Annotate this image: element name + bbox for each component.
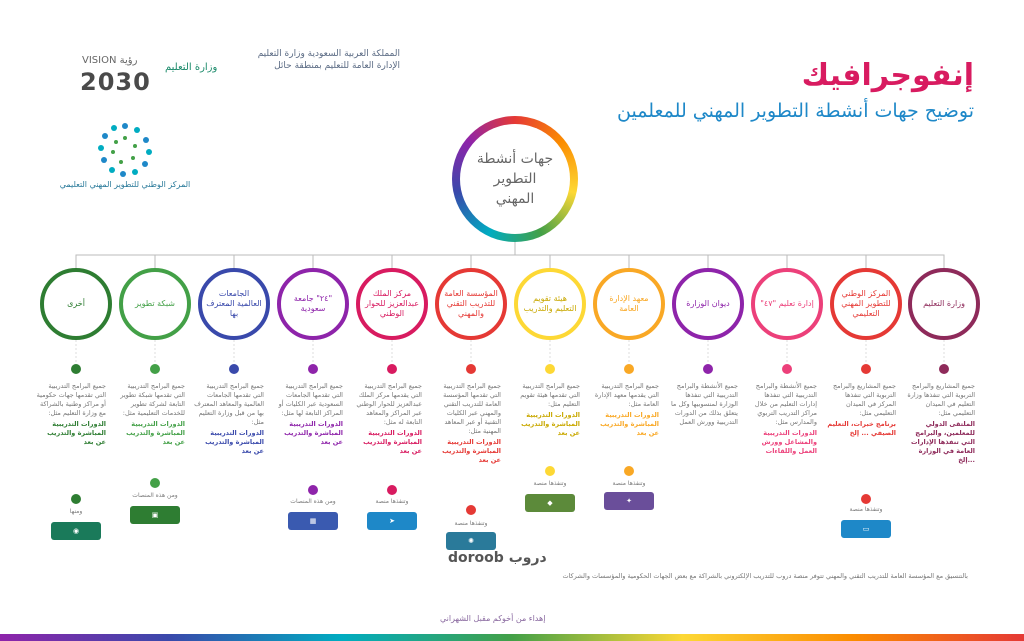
platform-logo-icon: ▣ [130, 506, 180, 524]
node-dot [387, 364, 397, 374]
node-label: أخرى [67, 299, 85, 308]
footer-gradient-bar [0, 634, 1024, 641]
platform-dot [150, 478, 160, 488]
platform-logo-icon: ▦ [288, 512, 338, 530]
node-description: جميع البرامج التدريبية التي تقدمها هيئة تقويم التعليم مثل: الدورات التدريبية المباشرة والتدريب عن بعد [520, 382, 580, 437]
hub-circle [452, 116, 578, 242]
platform-logo-icon: ✦ [604, 492, 654, 510]
node-label: المركز الوطني للتطوير المهني التعليمي [841, 289, 891, 318]
platform-label: ومنها [69, 508, 83, 515]
platform-dot [466, 505, 476, 515]
node-other [40, 268, 112, 340]
doroob-logo: doroob دروب [448, 550, 547, 566]
node-etec [514, 268, 586, 340]
node-tatweer [119, 268, 191, 340]
platform-label: وتنفذها منصة [533, 480, 567, 487]
hub-label: جهات أنشطة التطوير المهني [476, 151, 554, 207]
node-label: "٢٤" جامعة سعودية [293, 294, 333, 313]
ministry-logo-label: وزارة التعليم [165, 62, 218, 73]
node-label: المؤسسة العامة للتدريب التقني والمهني [444, 289, 498, 318]
node-ncpd [830, 268, 902, 340]
node-dot [939, 364, 949, 374]
platform-dot [624, 466, 634, 476]
gov-header-text: المملكة العربية السعودية وزارة التعليم الإدارة العامة للتعليم بمنطقة حائل [257, 49, 400, 71]
page-subtitle: توضيح جهات أنشطة التطوير المهني للمعلمين [617, 100, 974, 122]
node-saudi-unis [277, 268, 349, 340]
dedication-text: إهداء من أخوكم مقبل الشهراني [440, 614, 546, 623]
ncpd-label: المركز الوطني للتطوير المهني التعليمي [59, 180, 191, 189]
node-ministry-office [672, 268, 744, 340]
vision-label: VISION رؤية [82, 55, 138, 66]
node-ipa [593, 268, 665, 340]
platform-logo-icon: ✺ [446, 532, 496, 550]
node-dot [150, 364, 160, 374]
platform-label: وتنفذها منصة [612, 480, 646, 487]
node-description: جميع البرامج التدريبية التي تقدمها المؤسسة العامة للتدريب التقني والمهني عبر الكليات التقنية أو عبر المعاهد المهنية مثل: الدورات التدريبية المباشرة والتدريب عن بعد [442, 382, 501, 464]
platform-dot [71, 494, 81, 504]
node-label: هيئة تقويم التعليم والتدريب [523, 294, 577, 313]
node-label: ديوان الوزارة [686, 299, 730, 308]
platform-logo-icon: ▭ [841, 520, 891, 538]
node-dot [624, 364, 634, 374]
node-dot [229, 364, 239, 374]
node-edu-admin [751, 268, 823, 340]
platform-logo-icon: ➤ [367, 512, 417, 530]
platform-label: وتنفذها منصة [454, 520, 488, 527]
node-description: جميع البرامج التدريبية التي تقدمها جهات حكومية أو مراكز وطنية بالشراكة مع وزارة التعليم مثل: الدورات التدريبية المباشرة والتدريب عن بعد [36, 382, 106, 446]
node-description: جميع الأنشطة والبرامج التدريبية التي تنفذها إدارات التعليم من خلال مراكز التدريب التربوي والمدارس مثل: الدورات التدريبية والمشاغل وورش العمل واللقاءات [754, 382, 817, 455]
platform-dot [308, 485, 318, 495]
node-description: جميع المشاريع والبرامج التربوية التي تنفذها وزارة التعليم في الميدان التعليمي مثل: الملتقى الدولي للمعلمين، والبرامج التي تنفذها الإدارات العامة في الوزارة ...إلخ [907, 382, 975, 464]
platform-label: وتنفذها منصة [375, 498, 409, 505]
doroob-description: بالتنسيق مع المؤسسة العامة للتدريب التقني والمهني تتوفر منصة دروب للتدريب الإلكتروني بالشراكة مع بعض الجهات الحكومية والمؤسسات والشركات [562, 572, 968, 580]
node-label: شبكة تطوير [135, 299, 175, 308]
node-label: مركز الملك عبدالعزيز للحوار الوطني [365, 289, 419, 318]
node-global-unis [198, 268, 270, 340]
node-label: وزارة التعليم [923, 299, 965, 308]
ncpd-logo-icon [95, 120, 155, 180]
node-dot [545, 364, 555, 374]
node-description: جميع البرامج التدريبية التي تقدمها الجامعات السعودية عبر الكليات أو المراكز التابعة لها مثل: الدورات التدريبية المباشرة والتدريب عن بعد [278, 382, 343, 446]
platform-label: ومن هذه المنصات [290, 498, 336, 505]
node-dot [308, 364, 318, 374]
node-label: معهد الإدارة العامة [609, 294, 649, 313]
node-description: جميع الأنشطة والبرامج التدريبية التي تنفذها الوزارة لمنسوبيها وكل ما يتعلق بذلك من الدورات التدريبية وورش العمل [670, 382, 738, 426]
node-description: جميع البرامج التدريبية التي تقدمها شبكة تطوير التابعة لشركة تطوير للخدمات التعليمية مثل: الدورات التدريبية المباشرة والتدريب عن بعد [120, 382, 185, 446]
node-ministry [908, 268, 980, 340]
node-description: جميع المشاريع والبرامج التربوية التي تنفذها المركز في الميدان التعليمي مثل: برنامج خبرات، التعليم الصيفي ... إلخ [827, 382, 896, 437]
page-title: إنفوجرافيك [801, 58, 974, 93]
node-description: جميع البرامج التدريبية التي تقدمها الجامعات العالمية والمعاهد المعترف بها من قبل وزارة التعليم مثل: الدورات التدريبية المباشرة والتدريب عن بعد [194, 382, 264, 455]
platform-label: ومن هذه المنصات [132, 492, 178, 499]
node-dot [861, 364, 871, 374]
node-dot [71, 364, 81, 374]
node-dot [782, 364, 792, 374]
platform-logo-icon: ◆ [525, 494, 575, 512]
node-kacnd [356, 268, 428, 340]
node-label: إدارة تعليم "٤٧" [760, 299, 814, 308]
node-description: جميع البرامج التدريبية التي يقدمها معهد الإدارة العامة مثل: الدورات التدريبية المباشرة والتدريب عن بعد [594, 382, 659, 437]
platform-label: وتنفذها منصة [849, 506, 883, 513]
node-dot [466, 364, 476, 374]
platform-dot [545, 466, 555, 476]
platform-dot [387, 485, 397, 495]
node-label: الجامعات العالمية المعترف بها [206, 289, 262, 318]
vision-2030-logo: 2030 [80, 68, 151, 96]
node-dot [703, 364, 713, 374]
platform-logo-icon: ◉ [51, 522, 101, 540]
node-tvtc [435, 268, 507, 340]
node-description: جميع البرامج التدريبية التي يقدمها مركز الملك عبدالعزيز للحوار الوطني عبر المراكز والمعاهد التابعة له مثل: الدورات التدريبية المباشرة والتدريب عن بعد [356, 382, 422, 455]
platform-dot [861, 494, 871, 504]
